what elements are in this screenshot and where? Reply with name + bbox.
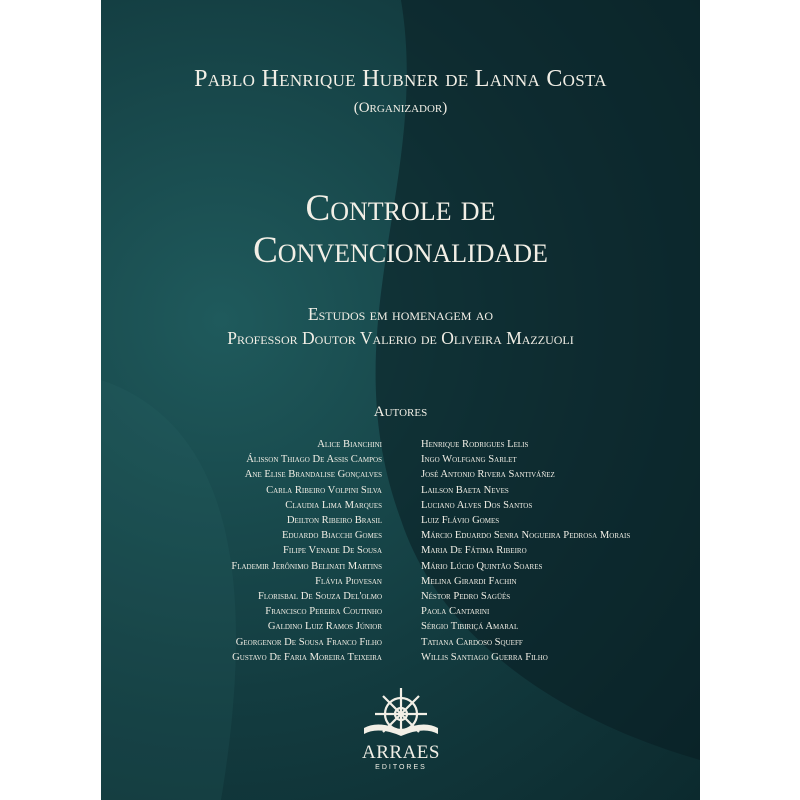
author-name: Henrique Rodrigues Lelis [421, 439, 529, 450]
author-name: Luiz Flávio Gomes [421, 515, 500, 527]
publisher-logo [358, 680, 444, 780]
author-name: Márcio Eduardo Senra Nogueira Pedrosa Morais [421, 530, 631, 542]
author-name: Paola Cantarini [421, 606, 490, 618]
title-line: Convencionalidade [253, 230, 548, 271]
publisher-name: ARRAES [362, 742, 440, 763]
author-name: Álisson Thiago De Assis Campos [246, 454, 382, 466]
author-name: Ane Elise Brandalise Gonçalves [244, 469, 382, 481]
ship-wheel-icon [358, 680, 444, 744]
organizer-role: (Organizador) [353, 100, 448, 116]
author-name: Tatiana Cardoso Squeff [421, 636, 523, 648]
author-name: Claudia Lima Marques [285, 499, 382, 511]
organizer-name: Pablo Henrique Hubner de Lanna Costa [194, 66, 607, 92]
author-name: Flademir Jerônimo Belinati Martins [231, 560, 382, 572]
author-name: Gustavo De Faria Moreira Teixeira [232, 651, 382, 663]
author-name: Deilton Ribeiro Brasil [286, 515, 382, 527]
author-name: Alice Bianchini [317, 439, 382, 450]
authors-heading: Autores [373, 404, 428, 420]
author-name: Flávia Piovesan [315, 575, 382, 587]
author-name: Eduardo Biacchi Gomes [282, 530, 382, 542]
author-name: Carla Ribeiro Volpini Silva [266, 484, 382, 496]
book-cover [101, 0, 700, 800]
author-name: Georgenor De Sousa Franco Filho [235, 636, 382, 648]
author-name: Galdino Luiz Ramos Júnior [267, 621, 382, 633]
author-name: Lailson Baeta Neves [421, 484, 509, 496]
subtitle-line: Estudos em homenagem ao [307, 304, 494, 324]
author-name: Melina Girardi Fachin [421, 575, 517, 587]
subtitle-line: Professor Doutor Valerio de Oliveira Mazzuoli [227, 328, 574, 348]
author-name: Luciano Alves Dos Santos [421, 499, 533, 511]
book-subtitle [101, 302, 700, 350]
title-line: Controle de [305, 188, 496, 229]
author-name: Sérgio Tibiriçá Amaral [421, 621, 519, 633]
authors-list-left [231, 437, 382, 665]
author-name: Francisco Pereira Coutinho [265, 606, 382, 618]
book-title [101, 188, 700, 272]
author-name: Filipe Venade De Sousa [283, 545, 382, 557]
author-name: Florisbal De Souza Del'olmo [257, 591, 382, 603]
authors-list-right [421, 437, 630, 665]
author-name: Néstor Pedro Sagüés [421, 591, 511, 603]
author-name: Maria De Fátima Ribeiro [421, 545, 527, 557]
author-name: Ingo Wolfgang Sarlet [421, 454, 517, 466]
author-name: Mário Lúcio Quintão Soares [421, 560, 543, 572]
author-name: Willis Santiago Guerra Filho [421, 651, 548, 663]
publisher-subtitle: EDITORES [375, 764, 427, 771]
author-name: José Antonio Rivera Santiváñez [421, 469, 555, 481]
